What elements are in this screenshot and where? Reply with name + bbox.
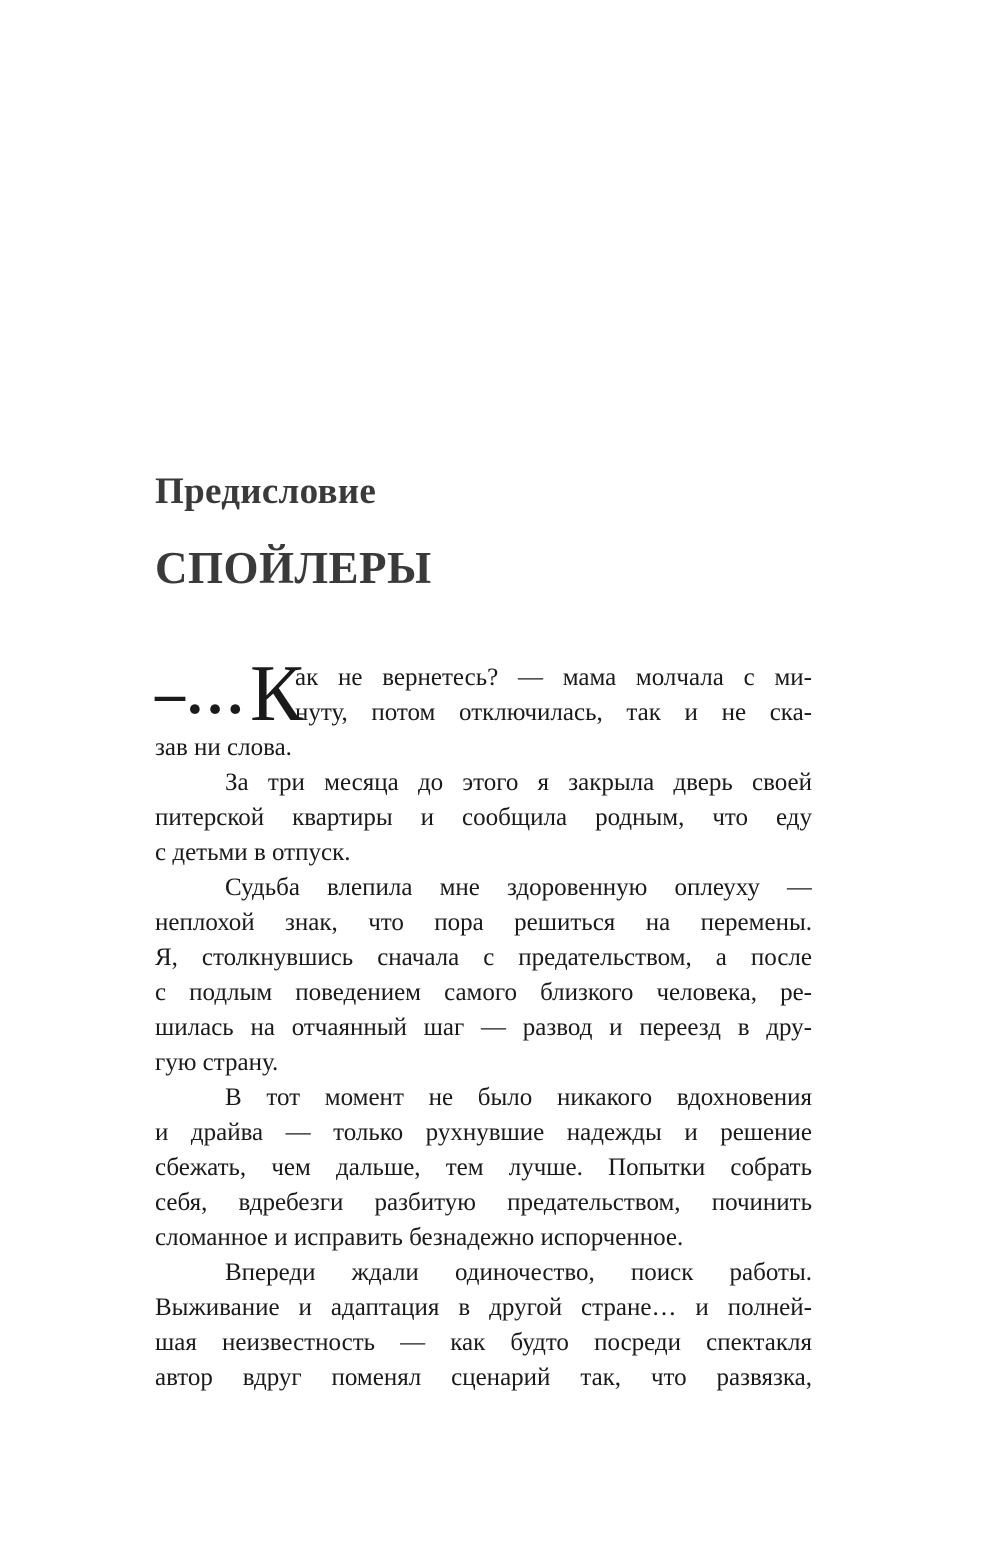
text-line: с детьми в отпуск.: [155, 839, 351, 866]
text-line: Выживание и адаптация в другой стране… и полней-: [155, 1294, 812, 1321]
dropcap-paragraph-start: [155, 650, 812, 738]
text-line: и драйва — только рухнувшие надежды и решение: [155, 1119, 812, 1146]
text-line: нуту, потом отключилась, так и не ска-: [295, 699, 812, 726]
text-line: За три месяца до этого я закрыла дверь своей: [225, 769, 812, 796]
text-line: гую страну.: [155, 1049, 279, 1076]
text-line: Впереди ждали одиночество, поиск работы.: [225, 1259, 812, 1286]
text-line: зав ни слова.: [155, 734, 292, 761]
chapter-title: СПОЙЛЕРЫ: [155, 543, 432, 593]
text-line: неплохой знак, что пора решиться на перемены.: [155, 909, 812, 936]
text-line: себя, вдребезги разбитую предательством, починить: [155, 1189, 812, 1216]
text-line: Судьба влепила мне здоровенную оплеуху —: [225, 874, 812, 901]
dropcap-letter: К: [250, 650, 304, 738]
text-line: автор вдруг поменял сценарий так, что развязка,: [155, 1364, 812, 1391]
chapter-label: Предисловие: [155, 471, 377, 512]
text-line: шилась на отчаянный шаг — развод и переезд в дру-: [155, 1014, 812, 1041]
text-line: ак не вернетесь? — мама молчала с ми-: [295, 664, 812, 691]
text-line: с подлым поведением самого близкого человека, ре-: [155, 979, 812, 1006]
text-line: сломанное и исправить безнадежно испорченное.: [155, 1224, 684, 1251]
text-line: Я, столкнувшись сначала с предательством, а после: [155, 944, 812, 971]
text-line: питерской квартиры и сообщила родным, что еду: [155, 804, 812, 831]
dropcap-lines: [295, 660, 812, 730]
body-text: [155, 650, 812, 1395]
dropcap-prefix: –…: [155, 660, 245, 726]
text-line: В тот момент не было никакого вдохновения: [225, 1084, 812, 1111]
text-line: шая неизвестность — как будто посреди спектакля: [155, 1329, 812, 1356]
text-line: сбежать, чем дальше, тем лучше. Попытки собрать: [155, 1154, 812, 1181]
